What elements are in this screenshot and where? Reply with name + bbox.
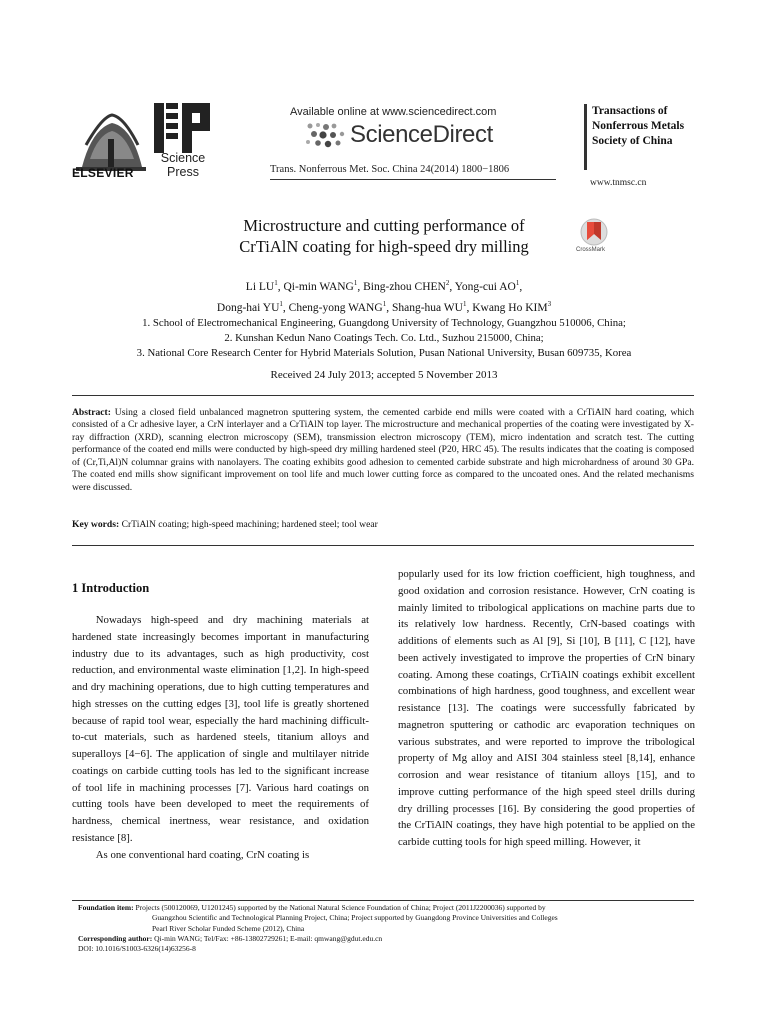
author-affiliation-mark: 1 — [274, 279, 278, 287]
foundation-text-3: Pearl River Scholar Funded Scheme (2012), China — [152, 923, 305, 933]
received-dates: Received 24 July 2013; accepted 5 November 2013 — [270, 369, 498, 381]
sciencedirect-dots-icon — [300, 120, 350, 152]
author-list — [100, 275, 668, 317]
author-affiliation-mark: 3 — [547, 299, 552, 308]
abstract-bottom-rule — [72, 545, 694, 546]
journal-name-line2: Nonferrous Metals — [592, 120, 685, 132]
affiliation-3: 3. National Core Research Center for Hybrid Materials Solution, Pusan National University, Busan 609735, Korea — [136, 347, 632, 359]
keywords-text: CrTiAlN coating; high-speed machining; hardened steel; tool wear — [121, 519, 378, 530]
author-name: Shang-hua WU — [391, 301, 463, 314]
foundation-text-2: Guangzhou Scientific and Technological Planning Project, China; Project supported by Guangdong Province Universities and Colleges — [152, 913, 558, 923]
author-affiliation-mark: 1 — [515, 279, 520, 287]
footnote-rule — [72, 900, 694, 901]
author-name: Cheng-yong WANG — [288, 301, 383, 314]
science-press-line1: Science — [160, 151, 206, 165]
author-name: Dong-hai YU — [216, 301, 280, 314]
author-affiliation-mark: 1 — [382, 299, 387, 308]
title-line1: Microstructure and cutting performance of — [243, 216, 525, 235]
keywords-label: Key words: — [72, 519, 120, 530]
paper-title — [120, 215, 648, 257]
header-rule — [270, 179, 556, 180]
section-heading-introduction: 1 Introduction — [72, 581, 150, 595]
science-press-wordmark — [150, 151, 216, 179]
body-paragraph: As one conventional hard coating, CrN coating is — [95, 848, 310, 861]
footnotes — [78, 903, 694, 954]
body-paragraph: Nowadays high-speed and dry machining materials at hardened state increasingly becomes important in manufacturing industry due to its advantages, such as high productivity, cost reduction, and environmental waste elimination [1,2]. In high-speed and dry machining operations, due to high cutting temperatures and high stresses on the cutting edges [3], tool life is greatly shortened because of rapid tool wear, especially the hard machining difficult-to-cut materials, such as hardened steels, titanium alloys and superalloys [4−6]. The application of single and multilayer nitride coatings on carbide cutting tools has led to the significant increase of tool life in machining processes [7]. Various hard coatings on cutting tools have been developed to meet the requirements of hardness, chemical inertness, wear resistance, and oxidation resistance [8]. — [72, 614, 369, 844]
author-affiliation-mark: 2 — [445, 279, 450, 287]
author-name: Kwang Ho KIM — [472, 301, 548, 314]
author-name: Bing-zhou CHEN — [363, 280, 446, 293]
journal-url: www.tnmsc.cn — [590, 178, 647, 188]
title-line2: CrTiAlN coating for high-speed dry milling — [239, 237, 529, 256]
crossmark-label: CrossMark — [576, 247, 606, 253]
foundation-text-1: Projects (500120069, U1201245) supported by the National Natural Science Foundation of China; Project (2011J2200036) supported by — [135, 903, 546, 912]
journal-name-block — [584, 104, 702, 170]
affiliation-2: 2. Kunshan Kedun Nano Coatings Tech. Co. Ltd., Suzhou 215000, China; — [224, 332, 544, 344]
affiliations — [60, 316, 708, 361]
author-name: Li LU — [245, 280, 275, 293]
author-name: Qi-min WANG — [283, 280, 354, 293]
abstract-label: Abstract: — [72, 407, 111, 418]
author-name: Yong-cui AO — [454, 280, 516, 293]
author-affiliation-mark: 1 — [279, 299, 283, 308]
body-paragraph: popularly used for its low friction coefficient, high toughness, and good oxidation and corrosion resistance. However, CrN coating is mainly limited to tribological applications on machine parts due to its relatively low hardness. Recently, CrN-based coatings with additions of elements such as Al [9], Si [10], B [11], C [12], have been actively investigated to improve the properties of CrN binary coating. Among these coatings, CrTiAlN coatings exhibit excellent combinations of high hardness, good toughness, and excellent wear resistance [13]. The coatings were successfully fabricated by magnetron sputtering or cathodic arc evaporation techniques on various substrates, and were reported to improve the tribological property of Mg alloy and AISI 304 stainless steel [8,14], enhance corrosion and wear resistance of titanium alloys [15], and to improve cutting performance of the high speed steel drills during dry drilling processes [16]. By considering the good properties of the CrTiAlN coatings, they have high potential to be applied on the carbide cutting tools for high speed milling. However, it — [398, 568, 695, 848]
author-line-2: Dong-hai $YU^1$, Cheng-yong WANG$^1$, Shang-hua $WU^1$, Kwang Ho KIM$^3$ — [216, 299, 552, 314]
author-line-1: Li $LU^1$, Qi-min WANG$^1$, Bing-zhou CHEN$^2$, Yong-cui $AO^1$, — [245, 279, 523, 293]
foundation-label: Foundation item: — [78, 903, 134, 912]
doi: DOI: 10.1016/S1003-6326(14)63256-8 — [78, 944, 196, 954]
science-press-line2: Press — [167, 165, 199, 179]
author-affiliation-mark: 1 — [462, 299, 467, 308]
elsevier-wordmark: ELSEVIER — [72, 166, 134, 180]
abstract — [72, 407, 694, 494]
corresponding-text: Qi-min WANG; Tel/Fax: +86-13802729261; E-mail: qmwang@gdut.edu.cn — [154, 933, 383, 943]
body-column-right — [398, 566, 695, 851]
author-affiliation-mark: 1 — [353, 279, 358, 287]
available-online-text: Available online at www.sciencedirect.com — [290, 106, 497, 118]
journal-name-line3: Society of China — [592, 135, 673, 147]
body-column-left — [72, 612, 369, 863]
corresponding-label: Corresponding author: — [78, 933, 153, 943]
journal-name-line1: Transactions of — [592, 105, 668, 117]
science-press-logo — [152, 101, 214, 155]
journal-citation: Trans. Nonferrous Met. Soc. China 24(2014) 1800−1806 — [270, 164, 510, 175]
abstract-text: Using a closed field unbalanced magnetron sputtering system, the cemented carbide end mills were coated with a CrTiAlN hard coating, which consisted of a Cr adhesive layer, a CrN interlayer and a CrTiAlN top layer. The microstructure and mechanical properties of the coating were investigated by X-ray diffraction (XRD), scanning electron microscopy (SEM), transmission electron microscopy (TEM), micro indentation and scratch test. The cutting performance of the coated end mills were conducted by high-speed dry milling hardened steel (P20, HRC 45). The results indicates that the coating is composed of (Cr,Ti,Al)N columnar grains with nanolayers. The coating exhibits good adhesion to cemented carbide substrate and high microhardness of around 30 GPa. The coated end mills show significant improvement on tool life and much lower cutting force as compared to the uncoated ones. And the related mechanisms were discussed. — [72, 407, 694, 493]
sciencedirect-wordmark: ScienceDirect — [350, 121, 493, 148]
keywords — [72, 519, 694, 531]
abstract-top-rule — [72, 395, 694, 396]
affiliation-1: 1. School of Electromechanical Engineering, Guangdong University of Technology, Guangzhou 510006, China; — [142, 317, 626, 329]
